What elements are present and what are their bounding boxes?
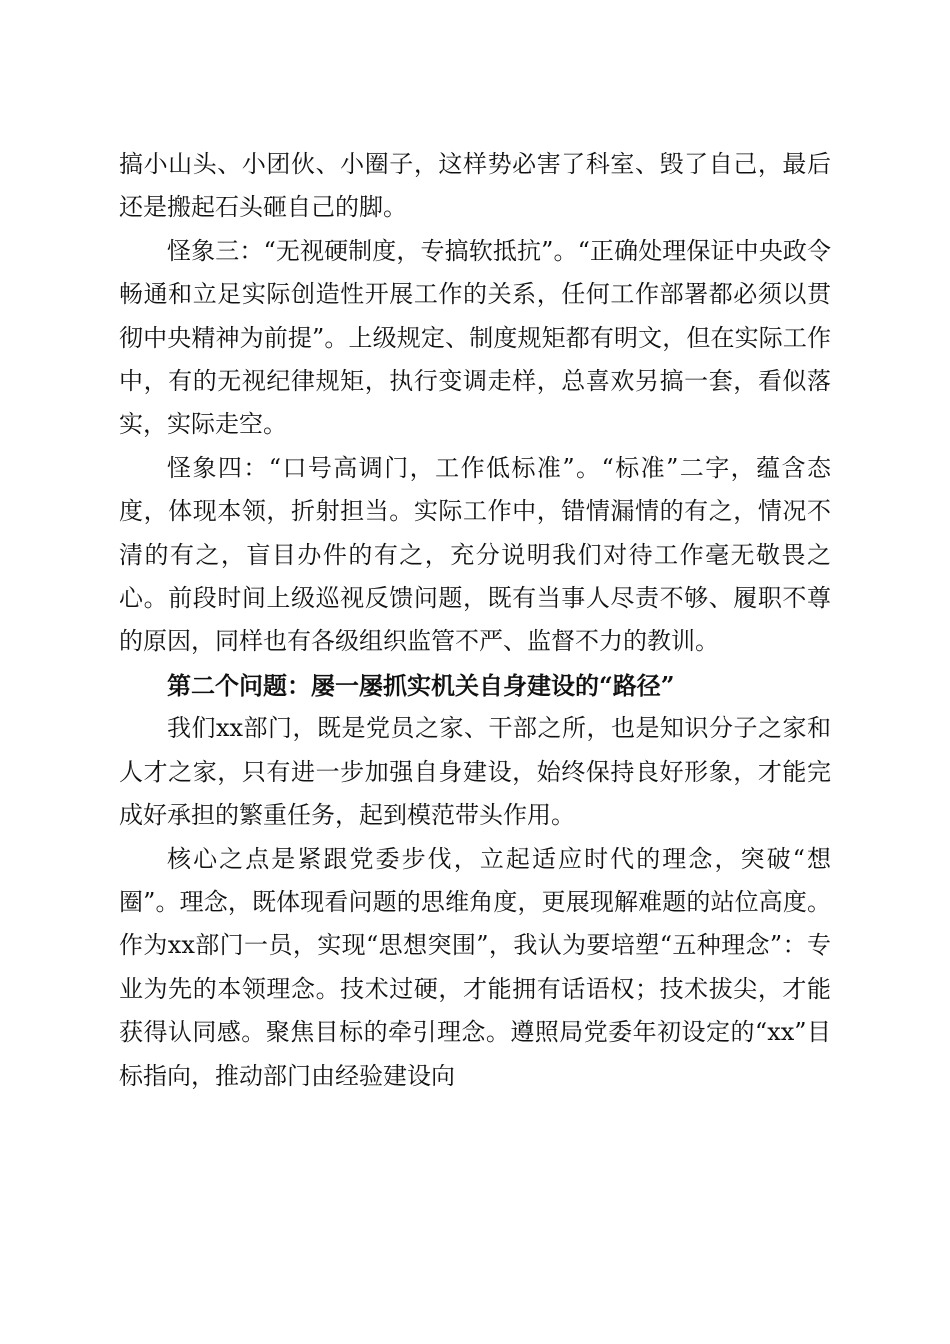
paragraph-department-intro: 我们xx部门，既是党员之家、干部之所，也是知识分子之家和人才之家，只有进一步加强自身建设，始终保持良好形象，才能完成好承担的繁重任务，起到模范带头作用。 [119, 714, 831, 830]
section-heading-second-question: 第二个问题：屡一屡抓实机关自身建设的“路径” [167, 670, 675, 700]
paragraph-continuation: 搞小山头、小团伙、小圈子，这样势必害了科室、毁了自己，最后还是搬起石头砸自己的脚。 [119, 150, 831, 222]
paragraph-phenomenon-four: 怪象四：“口号高调门，工作低标准”。“标准”二字，蕴含态度，体现本领，折射担当。实际工作中，错情漏情的有之，情况不清的有之，盲目办件的有之，充分说明我们对待工作毫无敬畏之心。前段时间上级巡视反馈问题，既有当事人尽责不够、履职不尊的原因，同样也有各级组织监管不严、监督不力的教训。 [119, 453, 831, 656]
document-body [119, 143, 831, 1098]
paragraph-phenomenon-three: 怪象三：“无视硬制度，专搞软抵抗”。“正确处理保证中央政令畅通和立足实际创造性开展工作的关系，任何工作部署都必须以贯彻中央精神为前提”。上级规定、制度规矩都有明文，但在实际工作中，有的无视纪律规矩，执行变调走样，总喜欢另搞一套，看似落实，实际走空。 [119, 236, 831, 439]
paragraph-core-point: 核心之点是紧跟党委步伐，立起适应时代的理念，突破“想圈”。理念，既体现看问题的思维角度，更展现解难题的站位高度。作为xx部门一员，实现“思想突围”，我认为要培塑“五种理念”：专业为先的本领理念。技术过硬，才能拥有话语权；技术拔尖，才能获得认同感。聚焦目标的牵引理念。遵照局党委年初设定的“xx”目标指向，推动部门由经验建设向 [119, 844, 831, 1090]
